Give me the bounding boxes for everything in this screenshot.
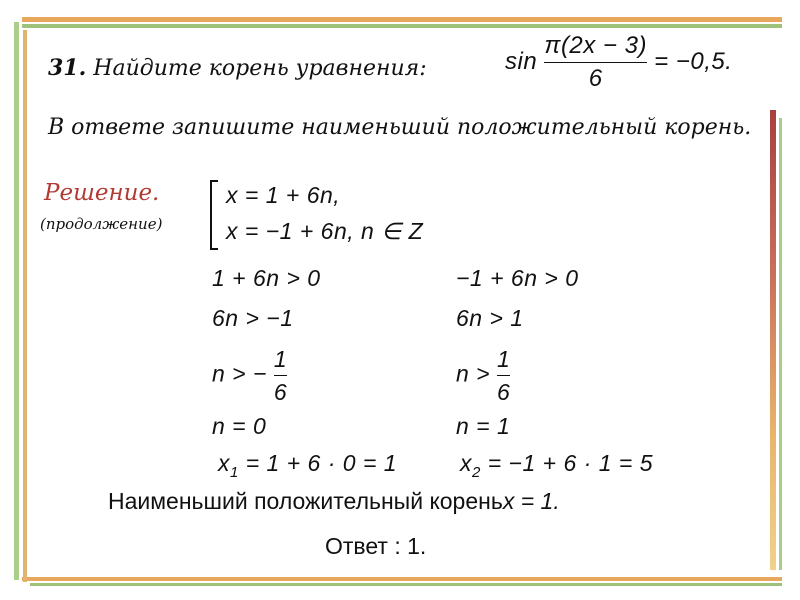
left-ineq-1: 1 + 6n > 0 bbox=[212, 265, 321, 291]
problem-title bbox=[48, 55, 427, 81]
right-x-expr: = −1 + 6 · 1 = 5 bbox=[480, 450, 654, 476]
frame-top-orange bbox=[22, 17, 782, 22]
right-ineq-1: −1 + 6n > 0 bbox=[456, 265, 579, 291]
left-ineq-3-lhs: n > − bbox=[212, 360, 267, 387]
right-ineq-3-den: 6 bbox=[497, 379, 511, 405]
left-ineq-2: 6n > −1 bbox=[212, 305, 294, 331]
summary-line bbox=[108, 488, 560, 515]
left-x-var: x bbox=[218, 450, 230, 476]
solution-label: Решение. bbox=[44, 180, 160, 206]
frame-right-gradient bbox=[770, 110, 776, 570]
frame-bottom-orange bbox=[22, 577, 782, 581]
summary-text: Наименьший положительный корень bbox=[108, 488, 503, 514]
system-line-2: x = −1 + 6n, n ∈ Z bbox=[226, 218, 424, 244]
right-ineq-3-num: 1 bbox=[497, 346, 511, 372]
answer-line bbox=[325, 533, 426, 560]
equation-func: sin bbox=[505, 47, 538, 75]
right-ineq-3-fraction bbox=[497, 343, 510, 408]
left-ineq-3 bbox=[212, 343, 287, 408]
left-x-expr: = 1 + 6 · 0 = 1 bbox=[238, 450, 398, 476]
right-ineq-2: 6n > 1 bbox=[456, 305, 524, 331]
solution-system bbox=[210, 180, 424, 250]
equation-numerator: π(2x − 3) bbox=[544, 32, 647, 59]
left-x-sub: 1 bbox=[230, 464, 239, 481]
frame-right-green bbox=[779, 118, 782, 570]
equation-rhs: = −0,5. bbox=[654, 47, 733, 75]
right-x-sub: 2 bbox=[472, 464, 481, 481]
right-x-var: x bbox=[460, 450, 472, 476]
left-ineq-3-num: 1 bbox=[273, 346, 288, 372]
equation bbox=[505, 30, 732, 95]
right-ineq-3 bbox=[456, 343, 510, 408]
answer-value: : 1. bbox=[387, 533, 427, 559]
problem-number: 31. bbox=[48, 55, 87, 81]
problem-instruction: В ответе запишите наименьший положительный корень. bbox=[48, 115, 752, 140]
frame-bottom-green bbox=[30, 583, 782, 586]
frame-left-orange bbox=[23, 30, 27, 582]
left-x-result bbox=[218, 450, 397, 481]
answer-label: Ответ bbox=[325, 533, 388, 559]
right-n-value: n = 1 bbox=[456, 413, 511, 439]
solution-continuation: (продолжение) bbox=[40, 215, 163, 233]
left-n-value: n = 0 bbox=[212, 413, 267, 439]
right-x-result bbox=[460, 450, 653, 481]
right-ineq-3-lhs: n > bbox=[456, 360, 498, 387]
left-ineq-3-den: 6 bbox=[273, 379, 288, 405]
problem-title-text: Найдите корень уравнения: bbox=[93, 56, 427, 81]
equation-fraction bbox=[544, 30, 647, 95]
system-line-1: x = 1 + 6n, bbox=[226, 182, 341, 208]
frame-top-green bbox=[22, 24, 782, 28]
summary-value: x = 1. bbox=[502, 488, 560, 514]
frame-left-green bbox=[14, 22, 19, 580]
equation-denominator: 6 bbox=[588, 65, 603, 92]
left-ineq-3-fraction bbox=[274, 343, 287, 408]
